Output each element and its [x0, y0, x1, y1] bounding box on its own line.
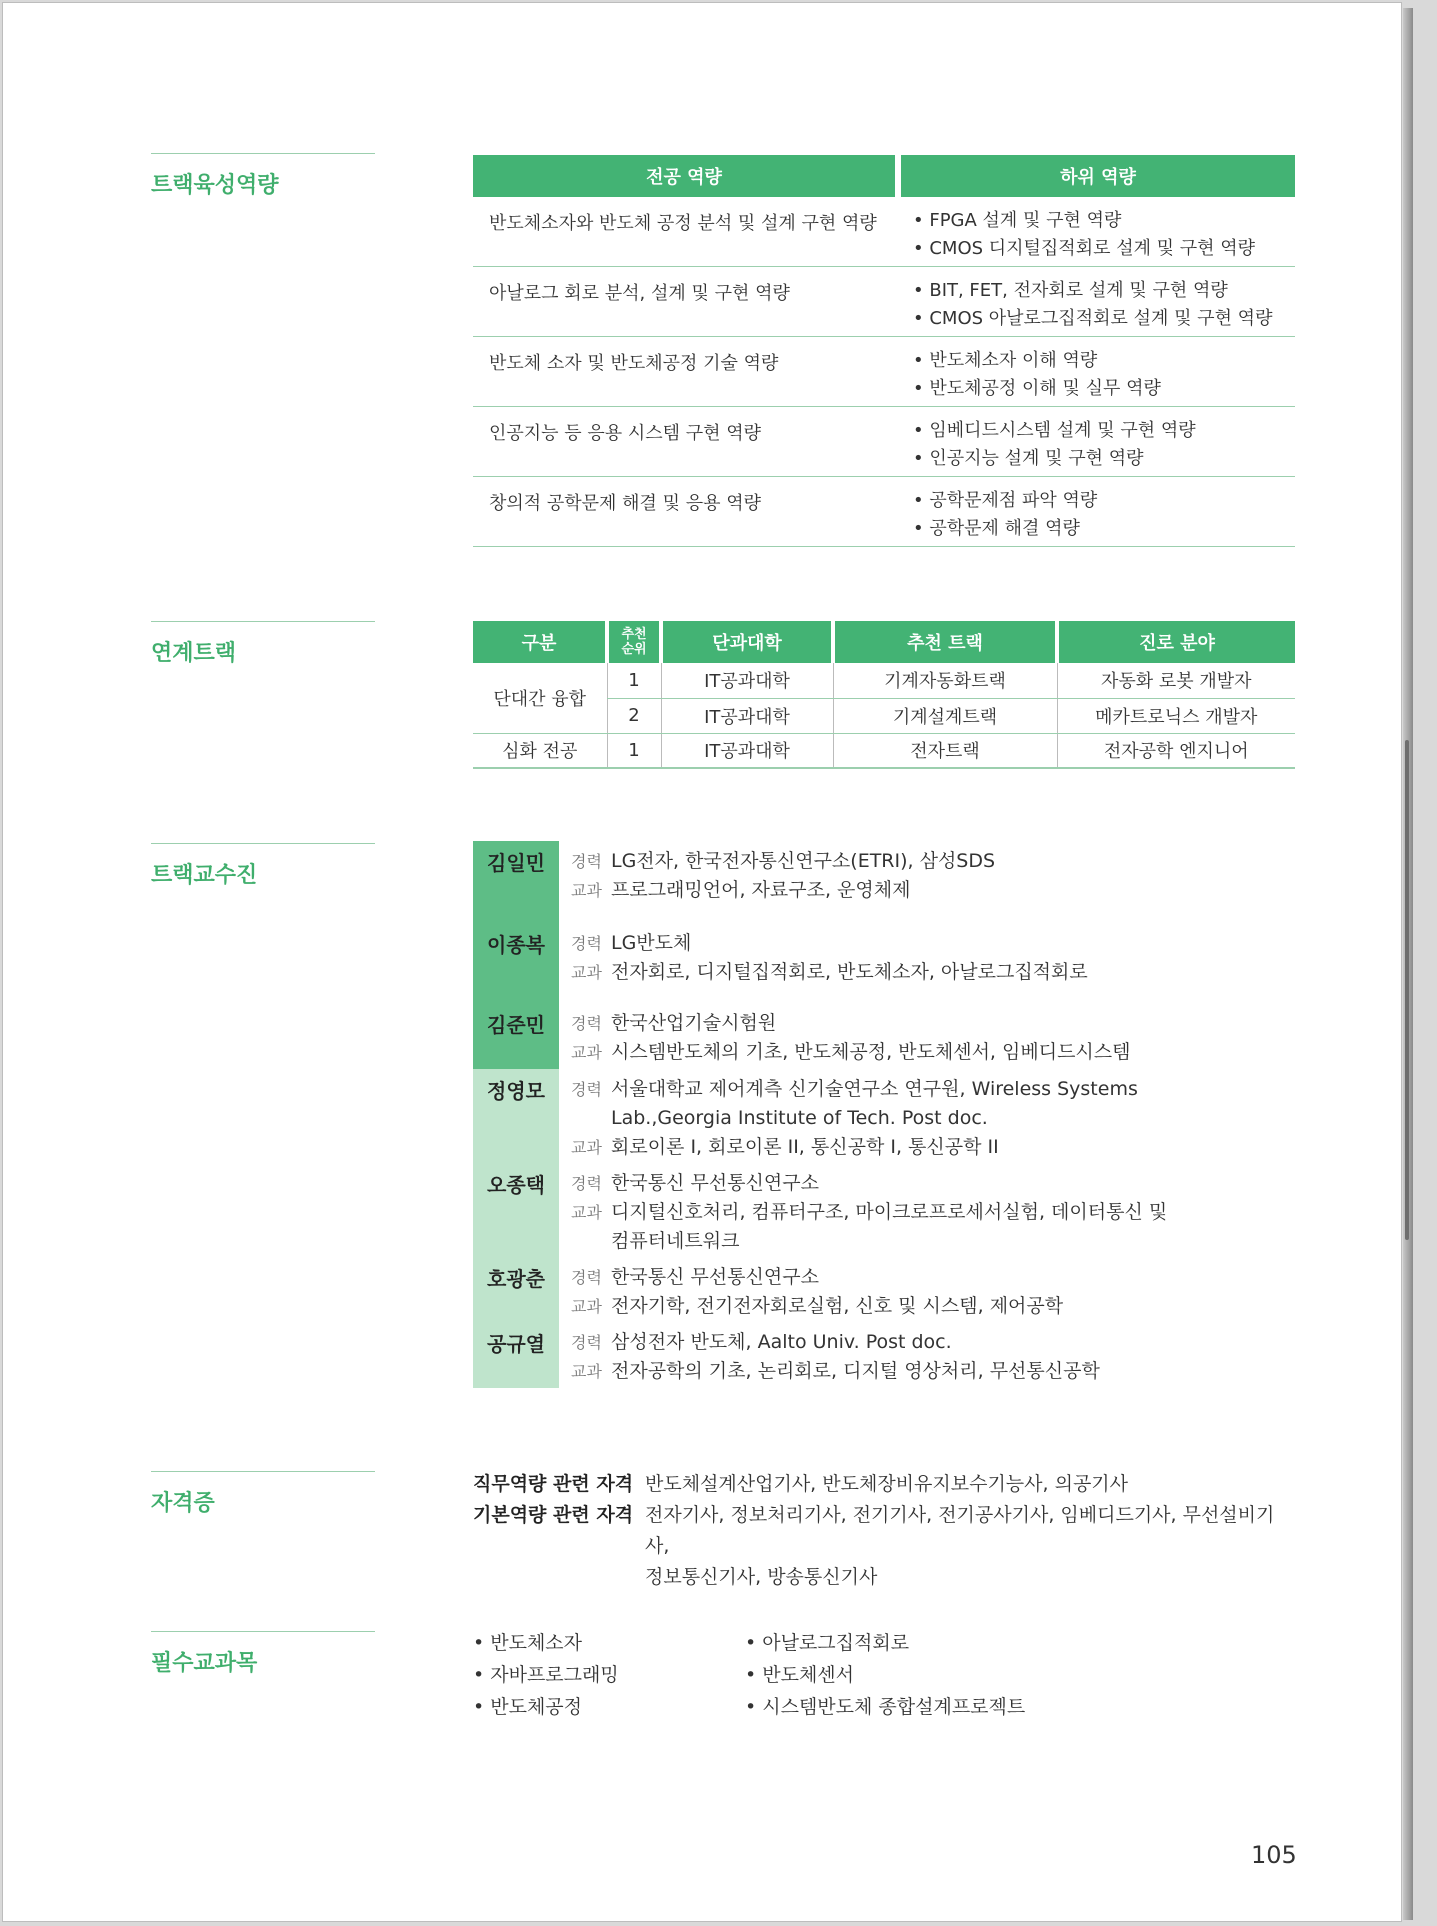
table-row [473, 407, 1295, 477]
faculty-info [559, 1257, 1063, 1322]
certificate-value [645, 1469, 1295, 1500]
table-row [473, 197, 1295, 267]
section-title-faculty: 트랙교수진 [151, 843, 375, 889]
header-career: 진로 분야 [1057, 621, 1295, 663]
faculty-courses: 전자공학의 기초, 논리회로, 디지털 영상처리, 무선통신공학 [611, 1360, 1100, 1382]
faculty-courses: 컴퓨터네트워크 [611, 1230, 740, 1252]
career-cell: 메카트로닉스 개발자 [1057, 698, 1295, 733]
career-key: 경력 [571, 852, 602, 871]
certificate-value [645, 1500, 1295, 1593]
certificate-key: 직무역량 관련 자격 [473, 1473, 634, 1495]
list-item: • 반도체소자 [473, 1632, 583, 1654]
certificate-key: 기본역량 관련 자격 [473, 1504, 634, 1526]
track-cell: 전자트랙 [833, 733, 1057, 768]
faculty-item [473, 1069, 1293, 1163]
course-key: 교과 [571, 1362, 602, 1381]
faculty-courses: 디지털신호처리, 컴퓨터구조, 마이크로프로세서실험, 데이터통신 및 [611, 1201, 1168, 1223]
table-row [473, 267, 1295, 337]
section-title-certificates: 자격증 [151, 1471, 375, 1517]
faculty-info [559, 1069, 1138, 1163]
sub-competency: • 인공지능 설계 및 구현 역량 [913, 448, 1144, 469]
faculty-courses: 전자기학, 전기전자회로실험, 신호 및 시스템, 제어공학 [611, 1295, 1064, 1317]
faculty-career: 한국산업기술시험원 [611, 1012, 777, 1034]
faculty-item [473, 1163, 1293, 1257]
header-rank [607, 621, 661, 663]
career-key: 경력 [571, 1174, 602, 1193]
sub-competency: • CMOS 아날로그집적회로 설계 및 구현 역량 [913, 308, 1273, 329]
faculty-courses: 프로그래밍언어, 자료구조, 운영체제 [611, 879, 911, 901]
track-cell: 기계설계트랙 [833, 698, 1057, 733]
track-cell: 기계자동화트랙 [833, 663, 1057, 698]
faculty-info [559, 923, 1088, 1003]
career-key: 경력 [571, 1014, 602, 1033]
certificate-line: 정보통신기사, 방송통신기사 [645, 1566, 878, 1588]
section-title-competency: 트랙육성역량 [151, 153, 375, 199]
career-cell: 전자공학 엔지니어 [1057, 733, 1295, 768]
career-cell: 자동화 로봇 개발자 [1057, 663, 1295, 698]
header-sub-competency: 하위 역량 [901, 155, 1295, 197]
required-courses-col1 [473, 1627, 745, 1723]
career-key: 경력 [571, 1333, 602, 1352]
faculty-career: 삼성전자 반도체, Aalto Univ. Post doc. [611, 1331, 952, 1353]
course-key: 교과 [571, 1297, 602, 1316]
section-title-linked-track: 연계트랙 [151, 621, 375, 667]
major-competency: 인공지능 등 응용 시스템 구현 역량 [489, 423, 762, 444]
scrollbar[interactable] [1405, 740, 1409, 1240]
competency-table-header [473, 155, 1295, 197]
required-courses-col2 [745, 1627, 1025, 1723]
faculty-name: 김일민 [473, 841, 559, 923]
list-item: • 아날로그집적회로 [745, 1632, 910, 1654]
course-key: 교과 [571, 1138, 602, 1157]
faculty-courses: 시스템반도체의 기초, 반도체공정, 반도체센서, 임베디드시스템 [611, 1041, 1131, 1063]
category-cell: 심화 전공 [473, 733, 607, 768]
linked-track-table [473, 621, 1295, 769]
certificate-row [473, 1469, 1303, 1500]
faculty-item [473, 841, 1293, 923]
faculty-name: 오종택 [473, 1163, 559, 1257]
major-competency: 반도체소자와 반도체 공정 분석 및 설계 구현 역량 [489, 213, 877, 234]
list-item: • 반도체공정 [473, 1696, 583, 1718]
table-row [473, 477, 1295, 547]
linked-track-header [473, 621, 1295, 663]
major-competency: 반도체 소자 및 반도체공정 기술 역량 [489, 353, 779, 374]
category-cell: 단대간 융합 [473, 663, 607, 733]
faculty-career: Lab.,Georgia Institute of Tech. Post doc. [611, 1107, 988, 1129]
faculty-name: 김준민 [473, 1003, 559, 1069]
rank-cell: 1 [607, 733, 661, 768]
header-rank-line2: 순위 [621, 642, 647, 657]
table-row [473, 663, 1295, 698]
header-rank-line1: 추천 [621, 627, 647, 642]
faculty-courses: 전자회로, 디지털집적회로, 반도체소자, 아날로그집적회로 [611, 961, 1088, 983]
sub-competency-list [901, 337, 1295, 406]
faculty-info [559, 1003, 1130, 1069]
sub-competency: • FPGA 설계 및 구현 역량 [913, 210, 1122, 231]
faculty-career: LG반도체 [611, 932, 692, 954]
sub-competency: • 공학문제 해결 역량 [913, 518, 1080, 539]
faculty-courses: 회로이론 I, 회로이론 II, 통신공학 I, 통신공학 II [611, 1136, 999, 1158]
faculty-name: 이종복 [473, 923, 559, 1003]
faculty-list [473, 841, 1293, 1388]
list-item: • 시스템반도체 종합설계프로젝트 [745, 1696, 1026, 1718]
faculty-name: 공규열 [473, 1322, 559, 1388]
faculty-item [473, 1003, 1293, 1069]
career-key: 경력 [571, 1268, 602, 1287]
sub-competency: • BIT, FET, 전자회로 설계 및 구현 역량 [913, 280, 1228, 301]
sub-competency-list [901, 407, 1295, 476]
faculty-name: 호광춘 [473, 1257, 559, 1322]
college-cell: IT공과대학 [661, 733, 833, 768]
rank-cell: 1 [607, 663, 661, 698]
page [2, 2, 1402, 1922]
sub-competency: • 공학문제점 파악 역량 [913, 490, 1098, 511]
competency-table [473, 155, 1295, 547]
faculty-item [473, 923, 1293, 1003]
sub-competency-list [901, 267, 1295, 336]
faculty-info [559, 1322, 1100, 1388]
rank-cell: 2 [607, 698, 661, 733]
certificate-line: 전자기사, 정보처리기사, 전기기사, 전기공사기사, 임베디드기사, 무선설비기사, [645, 1504, 1275, 1557]
sub-competency: • 반도체소자 이해 역량 [913, 350, 1098, 371]
faculty-info [559, 841, 995, 923]
header-college: 단과대학 [661, 621, 833, 663]
course-key: 교과 [571, 881, 602, 900]
major-competency: 아날로그 회로 분석, 설계 및 구현 역량 [489, 283, 790, 304]
table-row [473, 337, 1295, 407]
faculty-career: 서울대학교 제어계측 신기술연구소 연구원, Wireless Systems [611, 1078, 1138, 1100]
list-item: • 반도체센서 [745, 1664, 855, 1686]
course-key: 교과 [571, 1043, 602, 1062]
faculty-item [473, 1257, 1293, 1322]
sub-competency-list [901, 197, 1295, 266]
header-major-competency: 전공 역량 [473, 155, 895, 197]
faculty-item [473, 1322, 1293, 1388]
college-cell: IT공과대학 [661, 698, 833, 733]
faculty-career: 한국통신 무선통신연구소 [611, 1266, 819, 1288]
required-courses [473, 1627, 1173, 1723]
faculty-name: 정영모 [473, 1069, 559, 1163]
section-title-required-courses: 필수교과목 [151, 1631, 375, 1677]
page-number: 105 [1251, 1841, 1297, 1869]
header-category: 구분 [473, 621, 607, 663]
faculty-career: 한국통신 무선통신연구소 [611, 1172, 819, 1194]
header-track: 추천 트랙 [833, 621, 1057, 663]
certificate-row [473, 1500, 1303, 1593]
major-competency: 창의적 공학문제 해결 및 응용 역량 [489, 493, 762, 514]
faculty-info [559, 1163, 1167, 1257]
course-key: 교과 [571, 963, 602, 982]
sub-competency: • 반도체공정 이해 및 실무 역량 [913, 378, 1161, 399]
faculty-career: LG전자, 한국전자통신연구소(ETRI), 삼성SDS [611, 850, 996, 872]
sub-competency: • CMOS 디지털집적회로 설계 및 구현 역량 [913, 238, 1256, 259]
career-key: 경력 [571, 1080, 602, 1099]
college-cell: IT공과대학 [661, 663, 833, 698]
sub-competency: • 임베디드시스템 설계 및 구현 역량 [913, 420, 1196, 441]
list-item: • 자바프로그래밍 [473, 1664, 619, 1686]
certificates-block [473, 1469, 1303, 1593]
sub-competency-list [901, 477, 1295, 546]
table-row [473, 733, 1295, 768]
career-key: 경력 [571, 934, 602, 953]
course-key: 교과 [571, 1203, 602, 1222]
certificate-line: 반도체설계산업기사, 반도체장비유지보수기능사, 의공기사 [645, 1473, 1129, 1495]
